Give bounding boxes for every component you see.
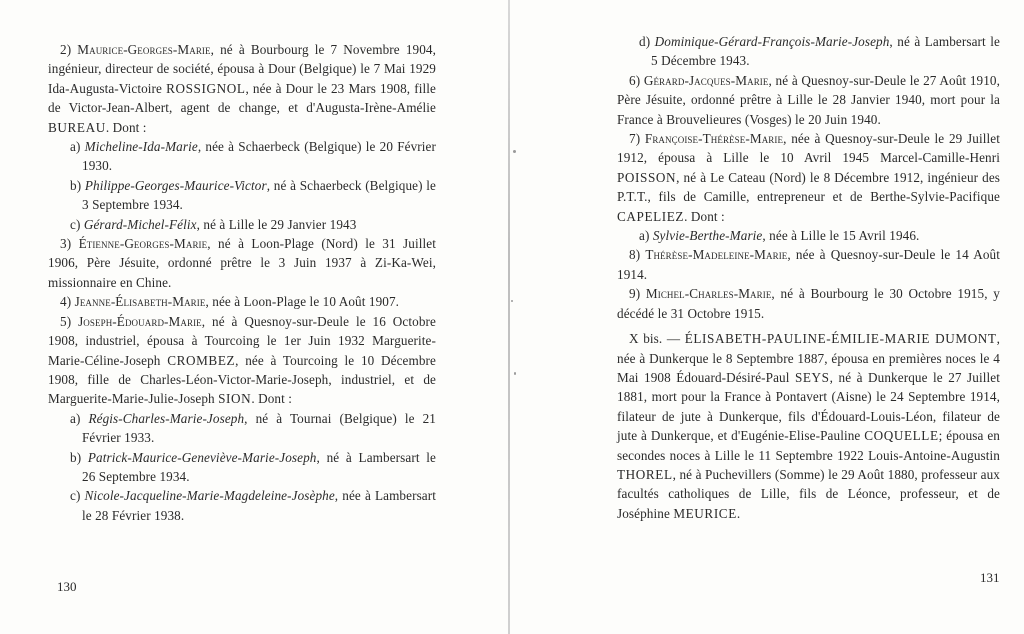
surname: MEURICE (673, 505, 737, 521)
surname: CAPELIEZ (617, 208, 685, 224)
entry-text: , né à Le Cateau (Nord) le 8 Décembre 1912, ingénieur des P.T.T., fils de Camille, entrepreneur et de Berthe-Sylvie-Pacifique (617, 169, 1000, 205)
child-entry (60, 486, 436, 525)
entry-text: , né à Bourbourg le 7 Novembre 1904, ingénieur, directeur de société, épousa à Dour (Belgique) le 7 Mai 1929 Ida-Augusta-Victoire (48, 42, 436, 96)
genealogy-entry (48, 292, 436, 311)
entry-text: 4) (60, 294, 75, 310)
child-entry (60, 409, 436, 448)
entry-text: , née à Tourcoing le 10 Décembre 1908, fille de Charles-Léon-Victor-Marie-Joseph, industriel, et de Marguerite-Marie-Julie-Joseph (48, 352, 436, 407)
surname: THOREL (617, 466, 673, 482)
child-entry (60, 448, 436, 487)
person-name: Jeanne-Élisabeth-Marie (74, 294, 206, 310)
genealogy-entry (48, 312, 436, 409)
entry-text: . (736, 505, 741, 521)
left-page-text (48, 40, 436, 525)
entry-text: , né à Puchevillers (Somme) le 29 Août 1880, professeur aux facultés catholiques de Lille, fils de Léonce, professeur, et de Joséphine (617, 466, 1000, 521)
child-entry (60, 215, 436, 234)
child-name: Micheline-Ida-Marie (84, 139, 198, 155)
entry-text: b) (70, 449, 88, 465)
entry-text: a) (639, 228, 653, 244)
genealogy-entry (617, 284, 1000, 323)
genealogy-entry (617, 129, 1000, 226)
entry-text: 8) (629, 247, 646, 263)
entry-text: 2) (60, 42, 78, 57)
child-entry (629, 32, 1000, 71)
surname: SEYS (794, 369, 830, 385)
entry-text: 9) (629, 286, 646, 302)
entry-text: , né à Quesnoy-sur-Deule le 27 Août 1910, Père Jésuite, ordonné prêtre à Lille le 28 Janvier 1940, mort pour la France à Brouvelieures (Vosges) le 20 Juin 1940. (617, 72, 1000, 127)
entry-text: a) (70, 410, 89, 426)
scan-speck (514, 372, 516, 375)
right-page-text (617, 32, 1000, 523)
surname: COQUELLE (864, 428, 939, 444)
right-page (510, 0, 1024, 634)
child-name: Philippe-Georges-Maurice-Victor (84, 177, 267, 193)
child-name: Sylvie-Berthe-Marie (652, 228, 763, 244)
left-page (0, 0, 508, 634)
child-entry (629, 226, 1000, 245)
genealogy-entry (617, 245, 1000, 284)
entry-text: . Dont : (684, 208, 725, 224)
entry-text: , né à Lambersart le 5 Décembre 1943. (651, 34, 1000, 69)
person-name: Thérèse-Madeleine-Marie (645, 247, 788, 263)
child-name: Régis-Charles-Marie-Joseph (88, 410, 245, 426)
person-name: Michel-Charles-Marie (645, 286, 772, 302)
entry-text: , née à Quesnoy-sur-Deule le 14 Août 1914. (617, 247, 1000, 282)
entry-text: 5) (60, 313, 79, 329)
entry-text: b) (70, 177, 85, 193)
surname: BUREAU (48, 119, 106, 135)
entry-text: , née à Schaerbeck (Belgique) le 20 Février 1930. (82, 139, 436, 174)
child-name: Nicole-Jacqueline-Marie-Magdeleine-Josèphe (84, 488, 335, 504)
left-page-number: 130 (57, 579, 77, 594)
entry-text: , né à Schaerbeck (Belgique) le 3 Septembre 1934. (82, 177, 436, 213)
entry-text: 3) (60, 236, 79, 252)
person-name: Étienne-Georges-Marie (78, 236, 208, 252)
entry-text: , né à Lambersart le 26 Septembre 1934. (82, 449, 436, 484)
child-name: Dominique-Gérard-François-Marie-Joseph (654, 34, 890, 49)
entry-text: a) (70, 139, 85, 155)
entry-text: , né à Bourbourg le 30 Octobre 1915, y décédé le 31 Octobre 1915. (617, 286, 1000, 321)
surname: SION (218, 391, 252, 407)
entry-text: , né à Dunkerque le 27 Juillet 1881, mort pour la France à Pontavert (Aisne) le 24 Septembre 1914, filateur de jute à Dunkerque, fils d'Édouard-Louis-Léon, filateur de jute à Dunkerque, et d'Eugénie-Elise-Pauline (617, 369, 1000, 444)
surname: ROSSIGNOL (166, 80, 246, 96)
entry-text: , née à Loon-Plage le 10 Août 1907. (205, 294, 400, 310)
genealogy-entry (48, 40, 436, 137)
genealogy-entry (617, 71, 1000, 129)
entry-text: X bis. — (629, 331, 685, 347)
entry-text: , né à Loon-Plage (Nord) le 31 Juillet 1906, Père Jésuite, ordonné prêtre le 3 Juin 1937 à Zi-Ka-Wei, missionnaire en Chine. (48, 236, 436, 290)
section-entry (617, 329, 1000, 523)
entry-text: c) (70, 488, 85, 504)
entry-text: ; épousa en secondes noces à Lille le 11 Septembre 1922 Louis-Antoine-Augustin (617, 428, 1000, 463)
scan-speck (513, 150, 516, 153)
entry-text: 7) (629, 131, 645, 147)
person-name: Joseph-Édouard-Marie (78, 313, 202, 329)
entry-text: , né à Tournai (Belgique) le 21 Février 1933. (82, 410, 437, 446)
child-entry (60, 137, 436, 176)
entry-text: , né à Lille le 29 Janvier 1943 (196, 216, 357, 232)
entry-text: 6) (629, 72, 644, 88)
genealogy-entry (48, 234, 436, 292)
entry-text: , né à Quesnoy-sur-Deule le 16 Octobre 1908, industriel, épousa à Tourcoing le 1er Juin 1932 Marguerite-Marie-Céline-Joseph (48, 313, 436, 368)
entry-text: , née à Quesnoy-sur-Deule le 29 Juillet 1912, épousa à Lille le 10 Avril 1945 Marcel-Camille-Henri (617, 131, 1000, 166)
entry-text: , née à Lambersart le 28 Février 1938. (82, 488, 437, 523)
entry-text: . Dont : (105, 119, 147, 135)
right-page-number: 131 (980, 570, 1000, 585)
entry-text: d) (639, 34, 655, 49)
entry-text: , née à Dunkerque le 8 Septembre 1887, épousa en premières noces le 4 Mai 1908 Édouard-Désiré-Paul (617, 331, 1000, 385)
entry-text: , née à Lille le 15 Avril 1946. (762, 228, 920, 244)
person-name: Maurice-Georges-Marie (77, 42, 211, 57)
person-name: Françoise-Thérèse-Marie (644, 131, 784, 147)
surname: CROMBEZ (167, 352, 236, 368)
entry-text: c) (70, 216, 84, 232)
child-name: Gérard-Michel-Félix (83, 216, 197, 232)
surname: POISSON (617, 169, 677, 185)
person-name: Gérard-Jacques-Marie (643, 72, 769, 88)
child-entry (60, 176, 436, 215)
child-name: Patrick-Maurice-Geneviève-Marie-Joseph (87, 449, 317, 465)
entry-text: . Dont : (251, 391, 293, 407)
entry-text: , née à Dour le 23 Mars 1908, fille de Victor-Jean-Albert, agent de change, et d'Augusta-Irène-Amélie (48, 80, 436, 116)
surname: ÉLISABETH-PAULINE-ÉMILIE-MARIE DUMONT (684, 331, 997, 347)
scan-speck (511, 300, 513, 302)
